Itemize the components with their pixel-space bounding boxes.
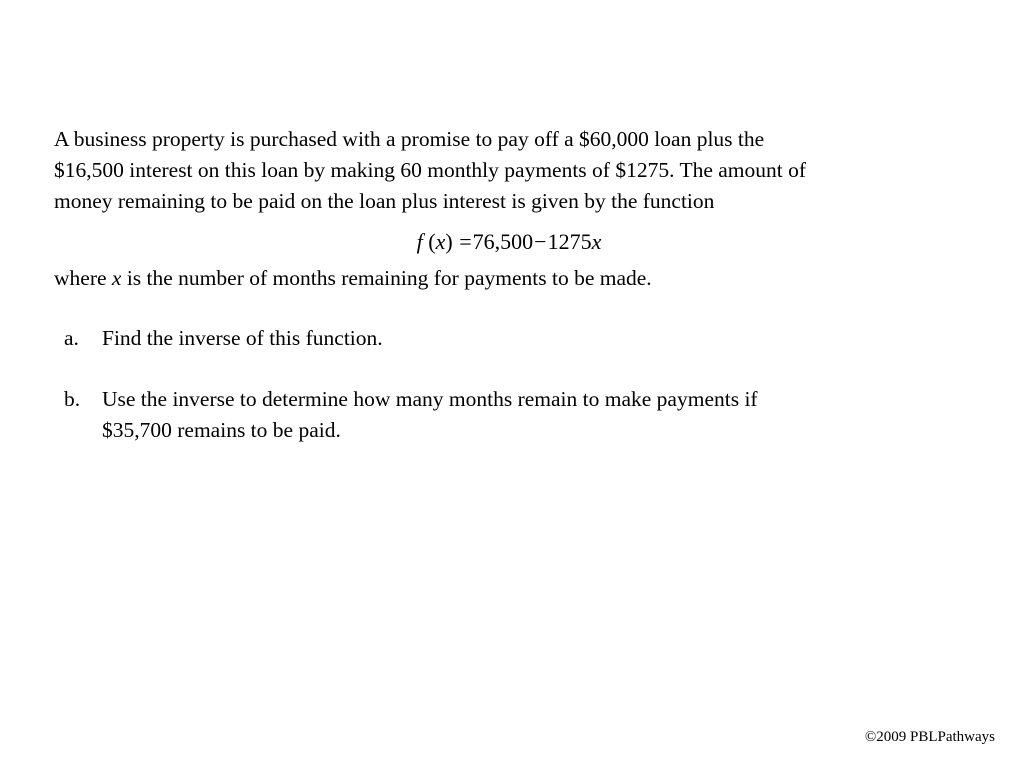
equation-function-name: f bbox=[416, 229, 423, 254]
part-item-a bbox=[54, 323, 964, 354]
equation-equals: = bbox=[459, 229, 472, 254]
part-item-b bbox=[54, 384, 964, 446]
equation-coefficient: 1275 bbox=[547, 229, 592, 254]
equation-constant: 76,500 bbox=[472, 229, 534, 254]
problem-parts bbox=[54, 323, 964, 446]
equation-minus: − bbox=[534, 229, 547, 254]
part-text: $35,700 remains to be paid. bbox=[102, 418, 341, 442]
part-marker: a. bbox=[64, 326, 79, 350]
copyright-footer: ©2009 PBLPathways bbox=[864, 729, 995, 745]
intro-line: $16,500 interest on this loan by making 60 monthly payments of $1275. The amount of bbox=[54, 158, 807, 182]
part-marker: b. bbox=[64, 387, 81, 411]
problem-intro bbox=[54, 124, 964, 217]
intro-line: money remaining to be paid on the loan plus interest is given by the function bbox=[54, 189, 715, 213]
function-equation bbox=[54, 225, 964, 259]
problem-body bbox=[54, 124, 964, 476]
variable-definition-suffix: is the number of months remaining for payments to be made. bbox=[121, 266, 652, 290]
equation-variable-term: x bbox=[591, 229, 602, 254]
equation-open-paren: ( bbox=[428, 229, 436, 254]
equation-close-paren: ) bbox=[445, 229, 453, 254]
intro-line: A business property is purchased with a promise to pay off a $60,000 loan plus the bbox=[54, 127, 765, 151]
part-text: Find the inverse of this function. bbox=[102, 326, 383, 350]
part-text: Use the inverse to determine how many months remain to make payments if bbox=[102, 387, 758, 411]
variable-definition bbox=[54, 263, 964, 294]
equation-variable: x bbox=[435, 229, 446, 254]
variable-definition-var: x bbox=[111, 266, 122, 290]
variable-definition-prefix: where bbox=[54, 266, 112, 290]
